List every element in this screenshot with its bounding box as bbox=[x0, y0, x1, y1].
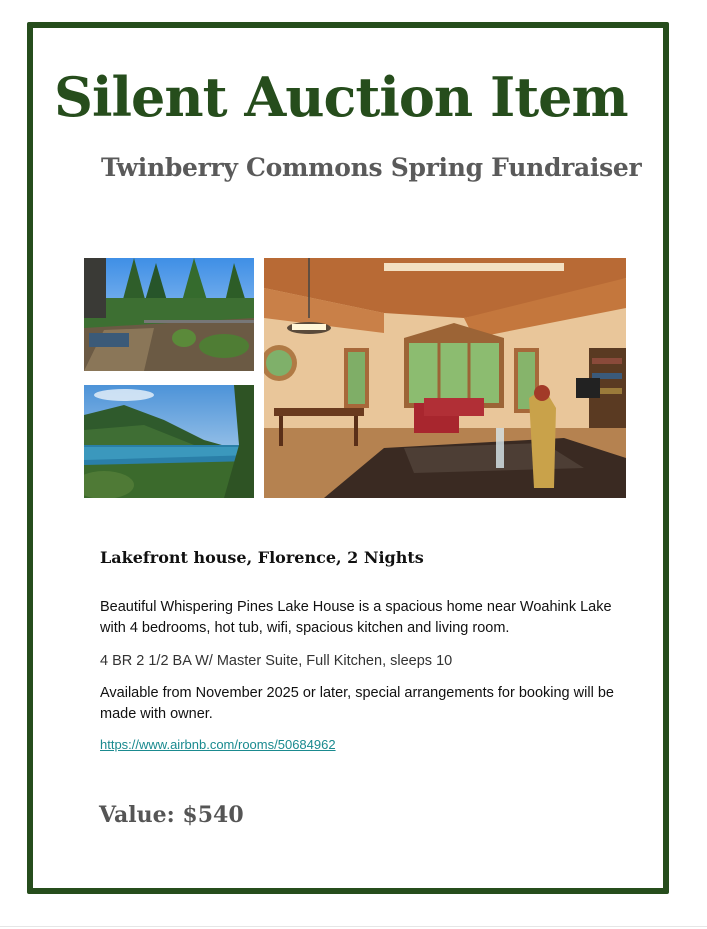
item-availability: Available from November 2025 or later, special arrangements for booking will be made with owner. bbox=[100, 685, 614, 722]
listing-link[interactable]: https://www.airbnb.com/rooms/50684962 bbox=[100, 737, 336, 752]
page-divider bbox=[0, 926, 707, 927]
photo-coast bbox=[84, 385, 254, 498]
photo-interior bbox=[264, 258, 626, 498]
item-value: Value: $540 bbox=[99, 802, 244, 828]
item-description: Beautiful Whispering Pines Lake House is a spacious home near Woahink Lake with 4 bedrooms, hot tub, wifi, spacious kitchen and living room. bbox=[100, 599, 612, 636]
photo-deck bbox=[84, 258, 254, 371]
item-heading: Lakefront house, Florence, 2 Nights bbox=[100, 548, 424, 567]
item-specs: 4 BR 2 1/2 BA W/ Master Suite, Full Kitchen, sleeps 10 bbox=[100, 653, 453, 669]
page-title: Silent Auction Item bbox=[54, 65, 628, 129]
page-subtitle: Twinberry Commons Spring Fundraiser bbox=[101, 153, 642, 182]
